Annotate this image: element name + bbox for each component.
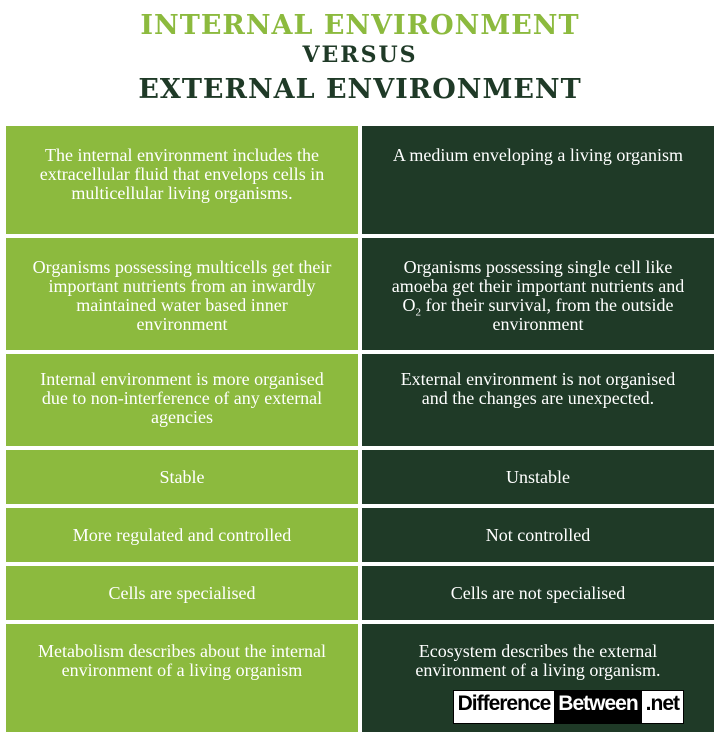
external-text: Ecosystem describes the external environment of a living organism. (415, 641, 661, 680)
internal-cell: Metabolism describes about the internal environment of a living organism (6, 624, 358, 732)
header (0, 0, 720, 122)
external-text-part2: for their survival, from the outside environment (421, 295, 674, 334)
external-cell (362, 624, 714, 732)
internal-cell: Organisms possessing multicells get their important nutrients from an inwardly maintained water based inner environment (6, 238, 358, 350)
logo-text-net: .net (642, 691, 683, 723)
internal-cell: Stable (6, 450, 358, 504)
external-cell: Not controlled (362, 508, 714, 562)
comparison-table (6, 126, 714, 736)
internal-cell: Internal environment is more organised due to non-interference of any external agencies (6, 354, 358, 446)
external-cell: A medium enveloping a living organism (362, 126, 714, 234)
table-row (6, 624, 714, 732)
internal-cell: The internal environment includes the extracellular fluid that envelops cells in multicellular living organisms. (6, 126, 358, 234)
external-cell: Unstable (362, 450, 714, 504)
title-external: EXTERNAL ENVIRONMENT (138, 74, 582, 105)
table-row (6, 238, 714, 350)
difference-between-logo (453, 690, 684, 724)
table-row (6, 126, 714, 234)
table-row (6, 450, 714, 504)
internal-cell: Cells are specialised (6, 566, 358, 620)
external-text-part1: Organisms possessing single cell like amoeba get their important nutrients and O (391, 257, 685, 315)
logo-text-difference: Difference (454, 691, 555, 723)
external-cell: External environment is not organised and the changes are unexpected. (362, 354, 714, 446)
external-cell (362, 238, 714, 350)
title-internal: INTERNAL ENVIRONMENT (140, 10, 580, 41)
table-row (6, 566, 714, 620)
title-versus: VERSUS (302, 42, 418, 68)
external-cell: Cells are not specialised (362, 566, 714, 620)
table-row (6, 508, 714, 562)
logo-text-between: Between (554, 691, 641, 723)
table-row (6, 354, 714, 446)
external-text-subscript: 2 (415, 306, 422, 319)
internal-cell: More regulated and controlled (6, 508, 358, 562)
